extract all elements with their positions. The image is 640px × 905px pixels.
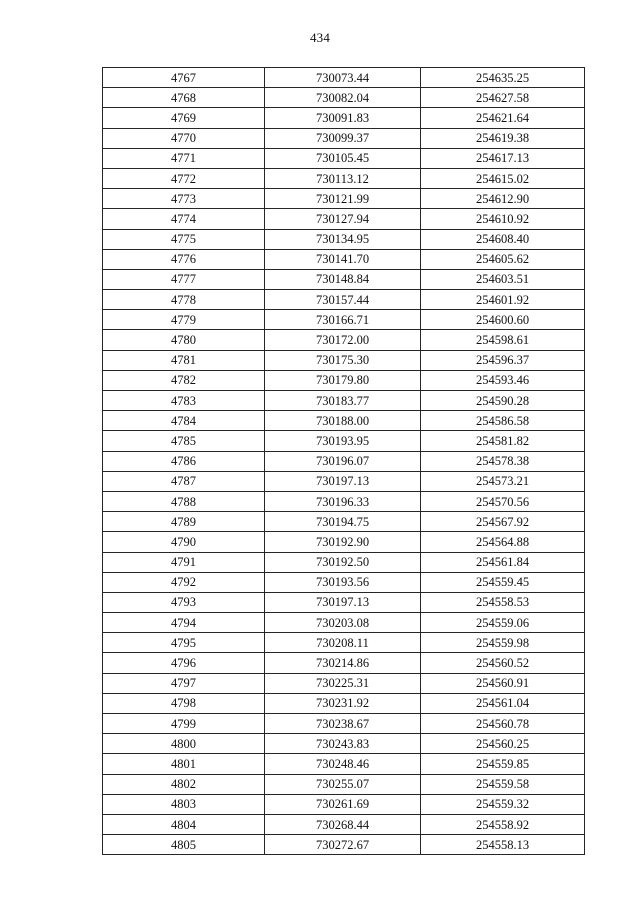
x-coordinate-cell: 730225.31: [265, 673, 421, 693]
table-row: [103, 471, 585, 491]
table-row: [103, 391, 585, 411]
table-row: [103, 290, 585, 310]
x-coordinate-cell: 730172.00: [265, 330, 421, 350]
point-number-cell: 4788: [103, 491, 265, 511]
x-coordinate-cell: 730091.83: [265, 108, 421, 128]
y-coordinate-cell: 254581.82: [421, 431, 585, 451]
table-row: [103, 835, 585, 855]
y-coordinate-cell: 254561.84: [421, 552, 585, 572]
table-row: [103, 68, 585, 88]
point-number-cell: 4767: [103, 68, 265, 88]
point-number-cell: 4785: [103, 431, 265, 451]
point-number-cell: 4779: [103, 310, 265, 330]
y-coordinate-cell: 254558.53: [421, 592, 585, 612]
y-coordinate-cell: 254605.62: [421, 249, 585, 269]
y-coordinate-cell: 254559.85: [421, 754, 585, 774]
y-coordinate-cell: 254586.58: [421, 411, 585, 431]
table-row: [103, 411, 585, 431]
x-coordinate-cell: 730157.44: [265, 290, 421, 310]
table-row: [103, 774, 585, 794]
x-coordinate-cell: 730141.70: [265, 249, 421, 269]
y-coordinate-cell: 254635.25: [421, 68, 585, 88]
y-coordinate-cell: 254559.98: [421, 633, 585, 653]
table-row: [103, 229, 585, 249]
y-coordinate-cell: 254559.58: [421, 774, 585, 794]
point-number-cell: 4775: [103, 229, 265, 249]
point-number-cell: 4791: [103, 552, 265, 572]
y-coordinate-cell: 254560.25: [421, 734, 585, 754]
x-coordinate-cell: 730166.71: [265, 310, 421, 330]
point-number-cell: 4802: [103, 774, 265, 794]
point-number-cell: 4795: [103, 633, 265, 653]
y-coordinate-cell: 254573.21: [421, 471, 585, 491]
point-number-cell: 4777: [103, 269, 265, 289]
point-number-cell: 4798: [103, 693, 265, 713]
table-row: [103, 532, 585, 552]
y-coordinate-cell: 254610.92: [421, 209, 585, 229]
point-number-cell: 4804: [103, 814, 265, 834]
table-row: [103, 552, 585, 572]
point-number-cell: 4787: [103, 471, 265, 491]
y-coordinate-cell: 254619.38: [421, 128, 585, 148]
y-coordinate-cell: 254561.04: [421, 693, 585, 713]
table-row: [103, 714, 585, 734]
table-row: [103, 633, 585, 653]
y-coordinate-cell: 254601.92: [421, 290, 585, 310]
x-coordinate-cell: 730238.67: [265, 714, 421, 734]
table-row: [103, 249, 585, 269]
x-coordinate-cell: 730214.86: [265, 653, 421, 673]
table-row: [103, 189, 585, 209]
table-row: [103, 209, 585, 229]
x-coordinate-cell: 730197.13: [265, 471, 421, 491]
y-coordinate-cell: 254578.38: [421, 451, 585, 471]
x-coordinate-cell: 730127.94: [265, 209, 421, 229]
x-coordinate-cell: 730148.84: [265, 269, 421, 289]
point-number-cell: 4769: [103, 108, 265, 128]
point-number-cell: 4778: [103, 290, 265, 310]
x-coordinate-cell: 730188.00: [265, 411, 421, 431]
table-row: [103, 451, 585, 471]
point-number-cell: 4772: [103, 168, 265, 188]
y-coordinate-cell: 254559.32: [421, 794, 585, 814]
table-row: [103, 148, 585, 168]
y-coordinate-cell: 254564.88: [421, 532, 585, 552]
point-number-cell: 4799: [103, 714, 265, 734]
y-coordinate-cell: 254593.46: [421, 370, 585, 390]
point-number-cell: 4784: [103, 411, 265, 431]
table-row: [103, 512, 585, 532]
table-row: [103, 693, 585, 713]
point-number-cell: 4768: [103, 88, 265, 108]
y-coordinate-cell: 254596.37: [421, 350, 585, 370]
y-coordinate-cell: 254598.61: [421, 330, 585, 350]
y-coordinate-cell: 254603.51: [421, 269, 585, 289]
y-coordinate-cell: 254627.58: [421, 88, 585, 108]
x-coordinate-cell: 730121.99: [265, 189, 421, 209]
table-row: [103, 794, 585, 814]
table-row: [103, 128, 585, 148]
x-coordinate-cell: 730105.45: [265, 148, 421, 168]
point-number-cell: 4797: [103, 673, 265, 693]
table-row: [103, 673, 585, 693]
point-number-cell: 4783: [103, 391, 265, 411]
point-number-cell: 4780: [103, 330, 265, 350]
table-row: [103, 734, 585, 754]
point-number-cell: 4800: [103, 734, 265, 754]
coordinates-table-body: [103, 68, 585, 855]
point-number-cell: 4774: [103, 209, 265, 229]
x-coordinate-cell: 730268.44: [265, 814, 421, 834]
table-row: [103, 592, 585, 612]
point-number-cell: 4781: [103, 350, 265, 370]
table-row: [103, 653, 585, 673]
y-coordinate-cell: 254560.91: [421, 673, 585, 693]
table-row: [103, 350, 585, 370]
x-coordinate-cell: 730082.04: [265, 88, 421, 108]
y-coordinate-cell: 254621.64: [421, 108, 585, 128]
x-coordinate-cell: 730194.75: [265, 512, 421, 532]
x-coordinate-cell: 730134.95: [265, 229, 421, 249]
table-row: [103, 269, 585, 289]
y-coordinate-cell: 254590.28: [421, 391, 585, 411]
point-number-cell: 4801: [103, 754, 265, 774]
x-coordinate-cell: 730197.13: [265, 592, 421, 612]
table-row: [103, 88, 585, 108]
x-coordinate-cell: 730193.95: [265, 431, 421, 451]
table-row: [103, 310, 585, 330]
point-number-cell: 4789: [103, 512, 265, 532]
y-coordinate-cell: 254615.02: [421, 168, 585, 188]
table-row: [103, 431, 585, 451]
point-number-cell: 4803: [103, 794, 265, 814]
point-number-cell: 4782: [103, 370, 265, 390]
y-coordinate-cell: 254558.92: [421, 814, 585, 834]
point-number-cell: 4793: [103, 592, 265, 612]
table-row: [103, 491, 585, 511]
x-coordinate-cell: 730179.80: [265, 370, 421, 390]
x-coordinate-cell: 730196.33: [265, 491, 421, 511]
point-number-cell: 4805: [103, 835, 265, 855]
table-row: [103, 572, 585, 592]
table-row: [103, 754, 585, 774]
point-number-cell: 4773: [103, 189, 265, 209]
x-coordinate-cell: 730113.12: [265, 168, 421, 188]
x-coordinate-cell: 730193.56: [265, 572, 421, 592]
point-number-cell: 4790: [103, 532, 265, 552]
y-coordinate-cell: 254567.92: [421, 512, 585, 532]
x-coordinate-cell: 730261.69: [265, 794, 421, 814]
x-coordinate-cell: 730248.46: [265, 754, 421, 774]
y-coordinate-cell: 254560.78: [421, 714, 585, 734]
point-number-cell: 4771: [103, 148, 265, 168]
table-row: [103, 613, 585, 633]
page-number: 434: [309, 30, 331, 45]
table-row: [103, 108, 585, 128]
y-coordinate-cell: 254558.13: [421, 835, 585, 855]
x-coordinate-cell: 730175.30: [265, 350, 421, 370]
y-coordinate-cell: 254559.45: [421, 572, 585, 592]
point-number-cell: 4770: [103, 128, 265, 148]
coordinates-table: [102, 67, 585, 855]
x-coordinate-cell: 730183.77: [265, 391, 421, 411]
y-coordinate-cell: 254560.52: [421, 653, 585, 673]
y-coordinate-cell: 254559.06: [421, 613, 585, 633]
y-coordinate-cell: 254608.40: [421, 229, 585, 249]
x-coordinate-cell: 730192.90: [265, 532, 421, 552]
x-coordinate-cell: 730243.83: [265, 734, 421, 754]
x-coordinate-cell: 730099.37: [265, 128, 421, 148]
x-coordinate-cell: 730208.11: [265, 633, 421, 653]
x-coordinate-cell: 730196.07: [265, 451, 421, 471]
y-coordinate-cell: 254600.60: [421, 310, 585, 330]
x-coordinate-cell: 730272.67: [265, 835, 421, 855]
table-row: [103, 330, 585, 350]
x-coordinate-cell: 730073.44: [265, 68, 421, 88]
point-number-cell: 4786: [103, 451, 265, 471]
x-coordinate-cell: 730192.50: [265, 552, 421, 572]
y-coordinate-cell: 254612.90: [421, 189, 585, 209]
table-row: [103, 814, 585, 834]
table-row: [103, 168, 585, 188]
point-number-cell: 4796: [103, 653, 265, 673]
y-coordinate-cell: 254617.13: [421, 148, 585, 168]
x-coordinate-cell: 730255.07: [265, 774, 421, 794]
point-number-cell: 4794: [103, 613, 265, 633]
table-row: [103, 370, 585, 390]
x-coordinate-cell: 730231.92: [265, 693, 421, 713]
point-number-cell: 4792: [103, 572, 265, 592]
y-coordinate-cell: 254570.56: [421, 491, 585, 511]
point-number-cell: 4776: [103, 249, 265, 269]
x-coordinate-cell: 730203.08: [265, 613, 421, 633]
